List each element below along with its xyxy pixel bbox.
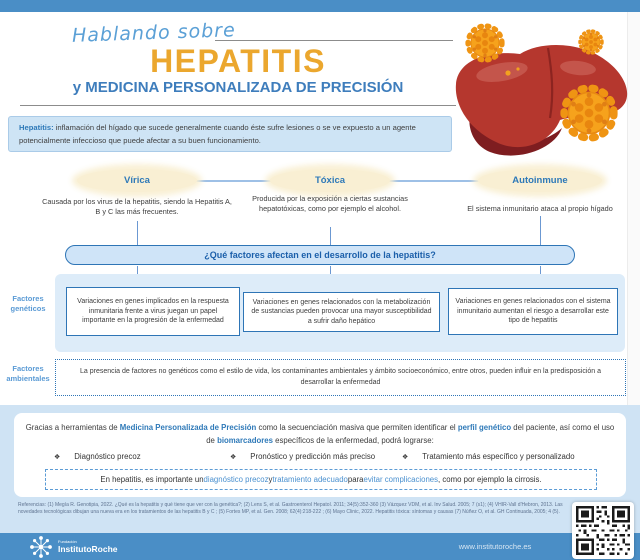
environmental-factors-label: Factores ambientales: [6, 364, 50, 383]
genetic-box-virica: Variaciones en genes implicados en la respuesta inmunitaria frente a virus juegan un papel importante en la progresión de la enfermedad: [66, 287, 240, 336]
conclusion-text: y: [268, 475, 273, 484]
genetic-factors-label: Factores genéticos: [10, 294, 46, 313]
intro-text: del paciente, así como el uso de: [206, 423, 615, 445]
qr-code: [572, 502, 634, 559]
connector-line: [540, 216, 542, 245]
type-pill-toxica: Tóxica: [270, 169, 390, 192]
intro-highlight-genetic-profile: perfil genético: [457, 423, 512, 432]
header-rule-top: [215, 40, 453, 41]
intro-text: específicos de la enfermedad, podrá lograrse:: [272, 435, 434, 445]
intro-text: Gracias a herramientas de: [25, 423, 120, 432]
type-pill-virica: Vírica: [77, 169, 197, 192]
intro-highlight-mpp: Medicina Personalizada de Precisión: [119, 423, 257, 432]
instituto-roche-logo: [28, 533, 118, 560]
connector-line: [330, 227, 332, 245]
genetic-box-autoinmune: Variaciones en genes relacionados con el sistema inmunitario aumentan el riesgo a desarrollar este tipo de hepatitis: [448, 288, 618, 335]
conclusion-highlight: tratamiento adecuado: [272, 475, 348, 484]
question-banner: ¿Qué factores afectan en el desarrollo de la hepatitis?: [65, 245, 575, 265]
bullet-early-diagnosis: [54, 452, 141, 461]
type-desc-toxica: Producida por la exposición a ciertas sustancias hepatotóxicas, como por ejemplo el alcohol.: [252, 194, 408, 213]
title-block: [20, 44, 456, 96]
conclusion-box: [45, 469, 597, 490]
definition-term: Hepatitis:: [19, 123, 54, 132]
conclusion-text: En hepatitis, es importante un: [100, 475, 204, 484]
conclusion-highlight: diagnóstico precoz: [203, 475, 269, 484]
definition-text: inflamación del hígado que sucede generalmente cuando éste sufre lesiones o se ve expuesto a un agente potencialmente infeccioso que puede afectar a su buen funcionamiento.: [19, 123, 416, 145]
logo-foundation-label: Fundación: [58, 538, 77, 544]
liver-icon: [450, 10, 640, 160]
precision-medicine-panel: [14, 413, 626, 497]
diamond-bullet-icon: ❖: [54, 453, 61, 461]
bullet-prognosis: [230, 452, 375, 461]
header-script-text: Hablando sobre: [71, 19, 237, 47]
conclusion-highlight: evitar complicaciones: [363, 475, 439, 484]
connector-line: [137, 221, 139, 245]
precision-medicine-intro: [24, 422, 616, 447]
page-title: HEPATITIS: [150, 43, 326, 79]
benefit-bullets: [14, 452, 626, 466]
diamond-bullet-icon: ❖: [402, 453, 409, 461]
qr-code-icon: [576, 506, 630, 555]
references-text[interactable]: Referencias: (1) Megía R. Genotipia, 2022. ¿Qué es la hepatitis y qué tiene que ver con la genética?; (2) Lens S, et al. Gastroenterol Hepatol. 2011; 34(5):352-360 (3) Vázquez VDM, et al. Inv Salud. 2005; 7 (s1); (4) VHIR-Vall d'Hebron, 2013. Las novedades tecnológicas dibujan una nueva era en los tratamientos de las hepatitis B y C ; (5) Fortes MP, et al. Gen. 2008; 62(4):218-222 ; (6) Mayo Clinic, 2022. Hepatitis tóxica: síntomas y causas (7) Núñez O, et al. GH Continuada, 2005; 4 (5).: [18, 502, 563, 515]
diamond-bullet-icon: ❖: [230, 453, 237, 461]
type-pill-autoinmune: Autoinmune: [478, 169, 602, 192]
genetic-box-toxica: Variaciones en genes relacionados con la metabolización de sustancias pueden provocar una mayor susceptibilidad a sufrir daño hepático: [243, 292, 440, 332]
logo-institute-label: InstitutoRoche: [58, 543, 118, 554]
bullet-label: Pronóstico y predicción más preciso: [250, 452, 376, 461]
environmental-factors-box: La presencia de factores no genéticos como el estilo de vida, los contaminantes ambientales y ámbito socioeconómico, entre otros, pueden influir en la predisposición a desarrollar la enfermedad: [55, 359, 626, 396]
bullet-treatment: [402, 452, 575, 461]
conclusion-text: , como por ejemplo la cirrosis.: [438, 475, 542, 484]
website-link[interactable]: www.institutoroche.es: [458, 542, 532, 551]
bullet-label: Tratamiento más específico y personalizado: [422, 452, 575, 461]
intro-highlight-biomarkers: biomarcadores: [217, 435, 273, 445]
header-rule-bottom: [20, 105, 456, 106]
type-desc-virica: Causada por los virus de la hepatitis, siendo la Hepatitis A, B y C las más frecuentes.: [42, 197, 232, 216]
intro-text: como la secuenciación masiva que permiten identificar el: [256, 423, 458, 432]
definition-box: [8, 116, 452, 152]
conclusion-text: para: [347, 475, 364, 484]
page-subtitle: y MEDICINA PERSONALIZADA DE PRECISIÓN: [72, 79, 404, 96]
starburst-logo-icon: [28, 535, 54, 559]
type-desc-autoinmune: El sistema inmunitario ataca al propio hígado: [467, 204, 613, 213]
logo-text: [58, 540, 118, 554]
bullet-label: Diagnóstico precoz: [74, 452, 141, 461]
liver-virus-illustration: [450, 10, 640, 160]
